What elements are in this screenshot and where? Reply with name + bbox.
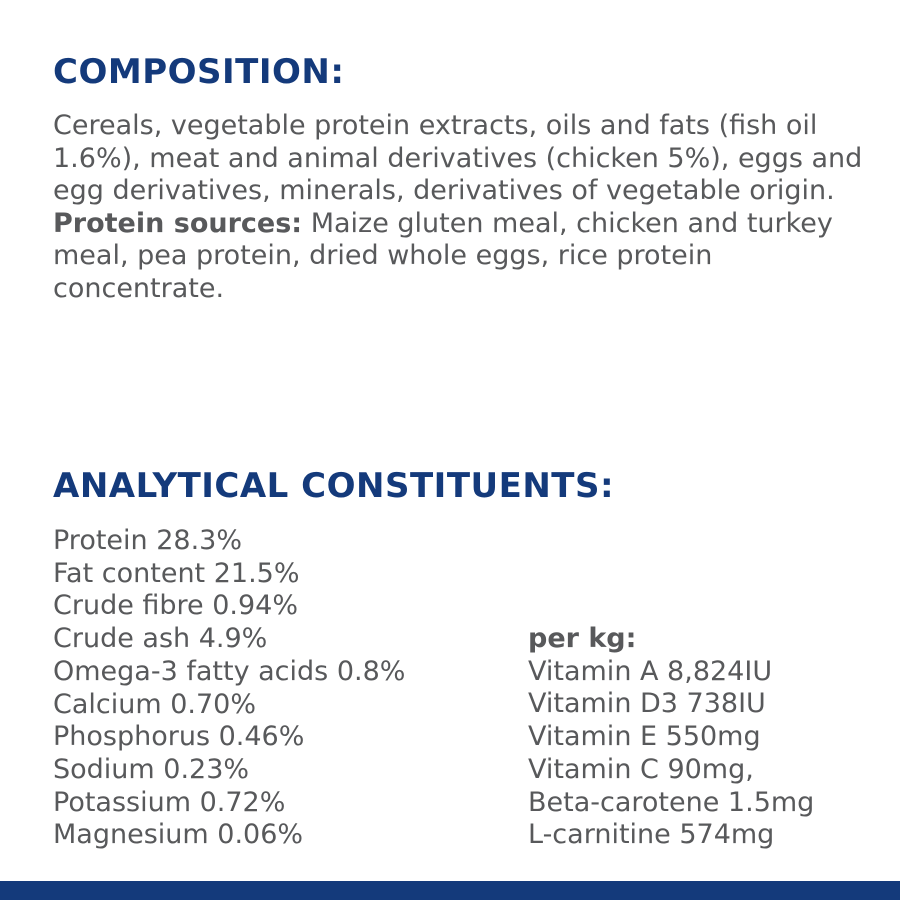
constituents-list [53,525,405,852]
composition-text [53,110,883,305]
protein-sources-label: Protein sources: [53,207,303,239]
ingredients-paragraph [53,110,883,208]
constituent-item: Potassium 0.72% [53,786,286,818]
constituent-item: Crude fibre 0.94% [53,590,299,622]
constituent-item: Omega-3 fatty acids 0.8% [53,655,406,687]
protein-sources-paragraph [53,208,883,306]
ingredients-text: Cereals, vegetable protein extracts, oils and fats (fish oil 1.6%), meat and animal derivatives (chicken 5%), eggs and egg derivatives, minerals, derivatives of vegetable origin. [53,110,863,206]
per-kg-item: Vitamin A 8,824IU [528,655,773,687]
per-kg-item: L-carnitine 574mg [528,819,775,851]
constituent-item: Fat content 21.5% [53,557,300,589]
composition-heading: COMPOSITION: [53,52,345,92]
per-kg-label: per kg: [528,623,637,654]
constituent-item: Phosphorus 0.46% [53,721,305,753]
analytical-constituents-heading: ANALYTICAL CONSTITUENTS: [53,466,615,506]
per-kg-item: Vitamin D3 738IU [528,688,766,720]
constituent-item: Crude ash 4.9% [53,623,268,655]
constituent-item: Magnesium 0.06% [53,819,304,851]
constituent-item: Protein 28.3% [53,525,242,556]
footer-bar [0,881,900,900]
per-kg-item: Vitamin C 90mg, [528,753,754,785]
per-kg-block [528,623,814,852]
constituent-item: Sodium 0.23% [53,753,250,785]
protein-sources-text: Maize gluten meal, chicken and turkey meal, pea protein, dried whole eggs, rice protein concentrate. [53,207,833,304]
per-kg-item: Vitamin E 550mg [528,721,761,753]
per-kg-list [528,656,814,852]
constituent-item: Calcium 0.70% [53,688,257,720]
per-kg-item: Beta-carotene 1.5mg [528,786,815,818]
